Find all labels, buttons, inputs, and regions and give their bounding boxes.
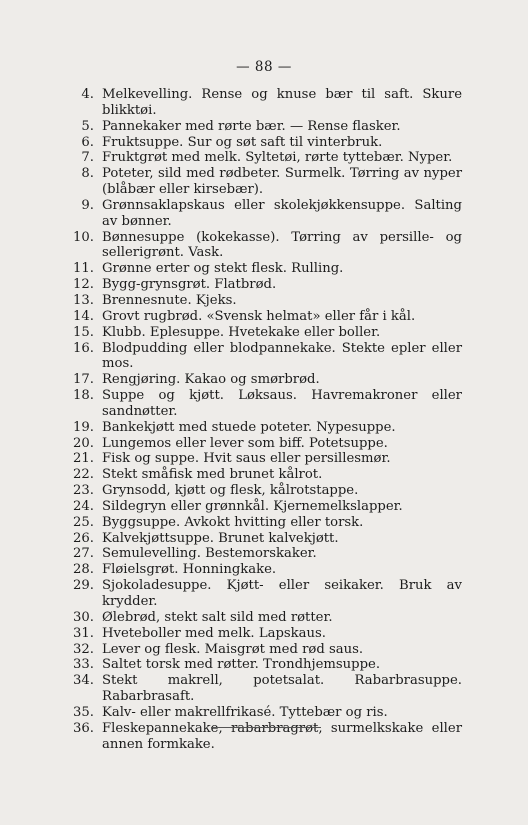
list-item	[70, 87, 462, 119]
list-item	[70, 626, 462, 642]
item-text: Stekt makrell, potetsalat. Rabarbrasuppe. Rabarbrasaft.	[102, 673, 462, 705]
list-item	[70, 499, 462, 515]
page-number: — 88 —	[236, 59, 292, 75]
list-item	[70, 309, 462, 325]
item-number: 30.	[73, 609, 94, 625]
item-text: Sjokoladesuppe. Kjøtt- eller seikaker. Bruk av krydder.	[102, 578, 462, 609]
list-item	[70, 198, 462, 230]
item-text: Blodpudding eller blodpannekake. Stekte epler eller mos.	[102, 340, 462, 372]
list-item	[70, 642, 462, 658]
item-number: 4.	[81, 87, 94, 102]
item-number: 11.	[73, 261, 94, 277]
item-number: 19.	[73, 419, 94, 435]
list-item	[70, 420, 462, 436]
item-text: Sildegryn eller grønnkål. Kjernemelkslapper.	[102, 498, 403, 514]
item-text: Lever og flesk. Maisgrøt med rød saus.	[102, 641, 364, 657]
item-text: Saltet torsk med røtter. Trondhjemsuppe.	[102, 657, 381, 673]
item-number: 27.	[73, 546, 94, 562]
list-item	[70, 483, 462, 499]
list-item	[70, 546, 462, 562]
item-text: Grynsodd, kjøtt og flesk, kålrotstappe.	[102, 483, 359, 499]
item-text: Fruktsuppe. Sur og søt saft til vinterbruk.	[102, 134, 383, 150]
item-number: 35.	[73, 704, 94, 720]
list-item	[70, 657, 462, 673]
item-number: 29.	[73, 578, 94, 594]
item-number: 6.	[81, 134, 94, 150]
list-item	[70, 166, 462, 198]
item-text: Rengjøring. Kakao og smørbrød.	[102, 372, 320, 388]
item-text: Lungemos eller lever som biff. Potetsuppe.	[102, 435, 388, 451]
item-text: Klubb. Eplesuppe. Hvetekake eller boller.	[102, 324, 381, 340]
list-item	[70, 515, 462, 531]
item-number: 5.	[81, 118, 94, 134]
item-text: Ølebrød, stekt salt sild med røtter.	[102, 609, 333, 625]
end-rule	[211, 727, 321, 728]
item-text: Stekt småfisk med brunet kålrot.	[102, 467, 323, 483]
item-number: 13.	[73, 292, 94, 308]
list-item	[70, 325, 462, 341]
list-item	[70, 119, 462, 135]
item-number: 24.	[73, 498, 94, 514]
item-number: 32.	[73, 641, 94, 657]
item-number: 14.	[73, 308, 94, 324]
list-item	[70, 230, 462, 262]
item-number: 26.	[73, 530, 94, 546]
item-number: 10.	[73, 229, 94, 245]
item-number: 20.	[73, 435, 94, 451]
item-text: Fruktgrøt med melk. Syltetøi, rørte tyttebær. Nyper.	[102, 150, 453, 166]
list-item	[70, 673, 462, 705]
item-number: 34.	[73, 673, 94, 689]
list-item	[70, 341, 462, 373]
item-text: Kalvekjøttsuppe. Brunet kalvekjøtt.	[102, 530, 339, 546]
list-item	[70, 578, 462, 610]
item-number: 23.	[73, 483, 94, 499]
list-item	[70, 531, 462, 547]
item-text: Kalv- eller makrellfrikasé. Tyttebær og ris.	[102, 704, 388, 720]
item-number: 9.	[81, 197, 94, 213]
item-number: 17.	[73, 372, 94, 388]
item-text: Grovt rugbrød. «Svensk helmat» eller får i kål.	[102, 308, 416, 324]
item-number: 8.	[81, 166, 94, 182]
list-item	[70, 721, 462, 753]
item-text: Brennesnute. Kjeks.	[102, 292, 237, 308]
list-item	[70, 293, 462, 309]
item-text: Fløielsgrøt. Honningkake.	[102, 562, 277, 578]
item-number: 15.	[73, 324, 94, 340]
item-number: 7.	[81, 150, 94, 166]
item-number: 33.	[73, 657, 94, 673]
item-text: Semulevelling. Bestemorskaker.	[102, 546, 317, 562]
item-number: 18.	[73, 388, 94, 404]
item-text: Pannekaker med rørte bær. — Rense flasker.	[102, 118, 401, 134]
list-item	[70, 451, 462, 467]
item-text: Grønnsaklapskaus eller skolekjøkkensuppe. Salting av bønner.	[102, 197, 462, 229]
item-text: Bygg-grynsgrøt. Flatbrød.	[102, 277, 277, 293]
list-item	[70, 467, 462, 483]
item-number: 36.	[73, 720, 94, 736]
item-number: 16.	[73, 340, 94, 356]
list-item	[70, 436, 462, 452]
item-number: 28.	[73, 562, 94, 578]
item-number: 22.	[73, 467, 94, 483]
item-text: Suppe og kjøtt. Løksaus. Havremakroner eller sandnøtter.	[102, 388, 462, 419]
item-text: Fisk og suppe. Hvit saus eller persillesmør.	[102, 451, 391, 467]
item-number: 31.	[73, 625, 94, 641]
list-item	[70, 610, 462, 626]
item-number: 12.	[73, 277, 94, 293]
item-text: Poteter, sild med rødbeter. Surmelk. Tørring av nyper (blåbær eller kirsebær).	[102, 166, 462, 198]
item-text: Fleskepannekake, rabarbragrøt, surmelkskake eller annen formkake.	[102, 720, 462, 752]
list-item	[70, 562, 462, 578]
item-text: Bønnesuppe (kokekasse). Tørring av persille- og sellerigrønt. Vask.	[102, 229, 462, 261]
list-item	[70, 372, 462, 388]
item-text: Hveteboller med melk. Lapskaus.	[102, 625, 326, 641]
item-text: Bankekjøtt med stuede poteter. Nypesuppe.	[102, 419, 396, 435]
list-item	[70, 150, 462, 166]
list-item	[70, 135, 462, 151]
item-text: Melkevelling. Rense og knuse bær til saft. Skure blikktøi.	[102, 87, 462, 118]
item-text: Grønne erter og stekt flesk. Rulling.	[102, 261, 344, 277]
list-item	[70, 261, 462, 277]
list-item	[70, 277, 462, 293]
list-item	[70, 705, 462, 721]
item-number: 25.	[73, 514, 94, 530]
item-number: 21.	[73, 451, 94, 467]
item-text: Byggsuppe. Avkokt hvitting eller torsk.	[102, 514, 364, 530]
menu-list	[70, 87, 462, 752]
list-item	[70, 388, 462, 420]
